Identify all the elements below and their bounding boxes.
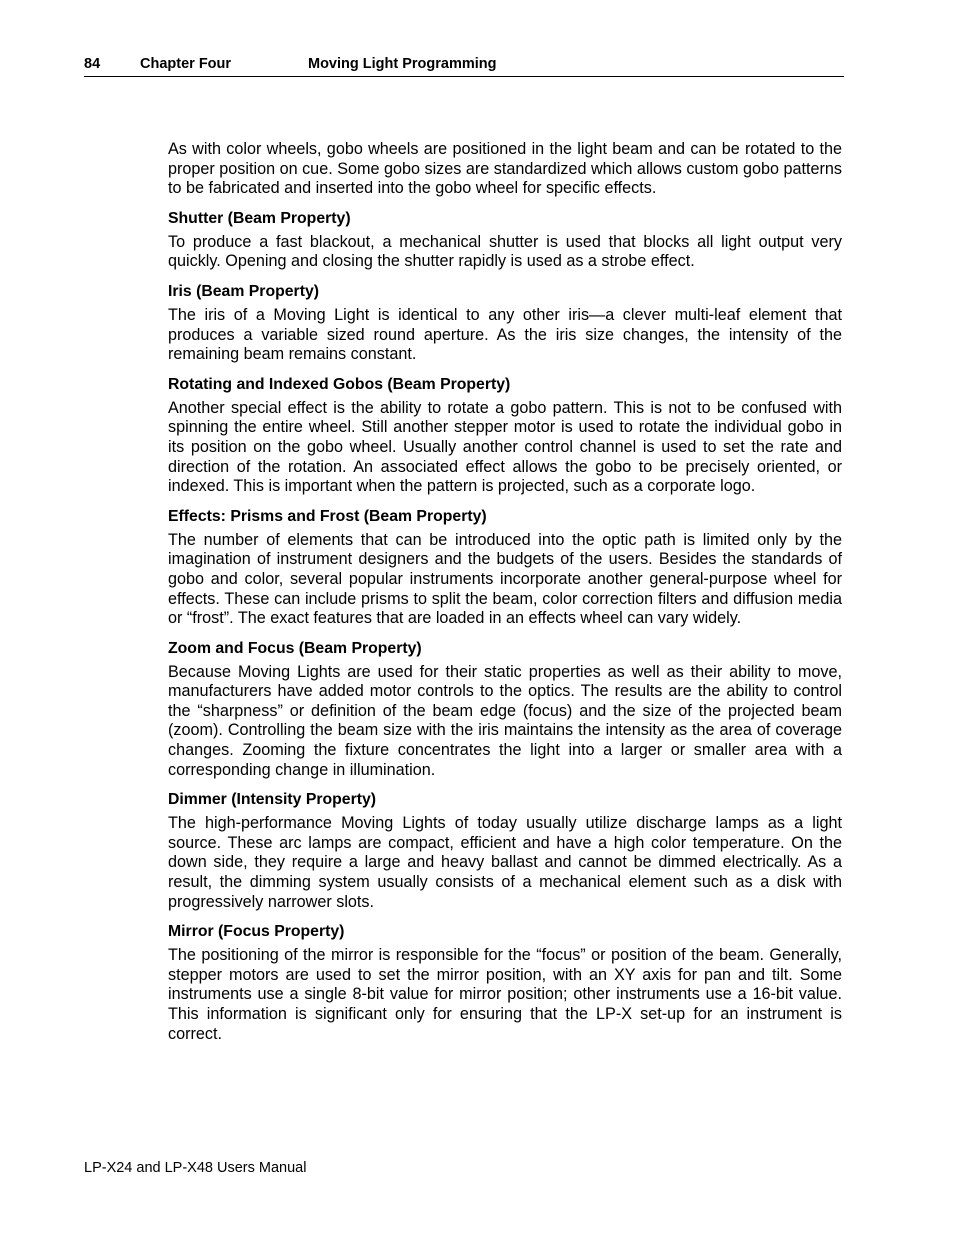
- section-heading-gobos: Rotating and Indexed Gobos (Beam Property): [168, 375, 511, 393]
- page-header: [84, 56, 844, 77]
- page-body: [168, 140, 842, 1054]
- section-body-effects: The number of elements that can be introduced into the optic path is limited only by the imagination of instrument designers and the budgets of the users. Besides the standards of gobo and color, several popular instruments incorporate another general-purpose wheel for effects. These can include prisms to split the beam, color correction filters and diffusion media or “frost”. The exact features that are loaded in an effects wheel can vary widely.: [168, 530, 842, 628]
- section-body-zoom-focus: Because Moving Lights are used for their static properties as well as their ability to move, manufacturers have added motor controls to the optics. The results are the ability to control the “sharpness” or definition of the beam edge (focus) and the size of the projected beam (zoom). Controlling the beam size with the iris maintains the intensity as the area of coverage changes. Zooming the fixture concentrates the light into a larger or smaller area with a corresponding change in illumination.: [168, 662, 842, 779]
- section-body-gobos: Another special effect is the ability to rotate a gobo pattern. This is not to be confused with spinning the entire wheel. Still another stepper motor is used to rotate the individual gobo in its position on the gobo wheel. Usually another control channel is used to set the rate and direction of the rotation. An associated effect allows the gobo to be precisely oriented, or indexed. This is important when the pattern is projected, such as a corporate logo.: [168, 398, 842, 496]
- page-number: 84: [84, 56, 101, 72]
- section-heading-dimmer: Dimmer (Intensity Property): [168, 791, 377, 809]
- section-body-iris: The iris of a Moving Light is identical to any other iris—a clever multi-leaf element that produces a variable sized round aperture. As the iris size changes, the intensity of the remaining beam remains constant.: [168, 305, 842, 364]
- section-heading-shutter: Shutter (Beam Property): [168, 209, 351, 227]
- section-heading-effects: Effects: Prisms and Frost (Beam Property): [168, 507, 487, 525]
- section-body-dimmer: The high-performance Moving Lights of today usually utilize discharge lamps as a light source. These arc lamps are compact, efficient and have a high color temperature. On the down side, they require a large and heavy ballast and cannot be dimmed electrically. As a result, the dimming system usually consists of a mechanical element such as a disk with progressively narrower slots.: [168, 814, 842, 911]
- section-heading-zoom-focus: Zoom and Focus (Beam Property): [168, 639, 422, 657]
- section-heading-iris: Iris (Beam Property): [168, 282, 319, 300]
- chapter-label: Chapter Four: [140, 56, 232, 72]
- chapter-title: Moving Light Programming: [308, 56, 497, 72]
- page-footer: LP-X24 and LP-X48 Users Manual: [84, 1160, 307, 1176]
- section-body-shutter: To produce a fast blackout, a mechanical shutter is used that blocks all light output very quickly. Opening and closing the shutter rapidly is used as a strobe effect.: [168, 232, 842, 271]
- section-heading-mirror: Mirror (Focus Property): [168, 923, 345, 941]
- section-body-mirror: The positioning of the mirror is responsible for the “focus” or position of the beam. Generally, stepper motors are used to set the mirror position, with an XY axis for pan and tilt. Some instruments use a single 8-bit value for mirror position; other instruments use a 16-bit value. This information is significant only for ensuring that the LP-X set-up for an instrument is correct.: [168, 946, 842, 1043]
- intro-paragraph: As with color wheels, gobo wheels are positioned in the light beam and can be rotated to the proper position on cue. Some gobo sizes are standardized which allows custom gobo patterns to be fabricated and inserted into the gobo wheel for specific effects.: [168, 140, 842, 198]
